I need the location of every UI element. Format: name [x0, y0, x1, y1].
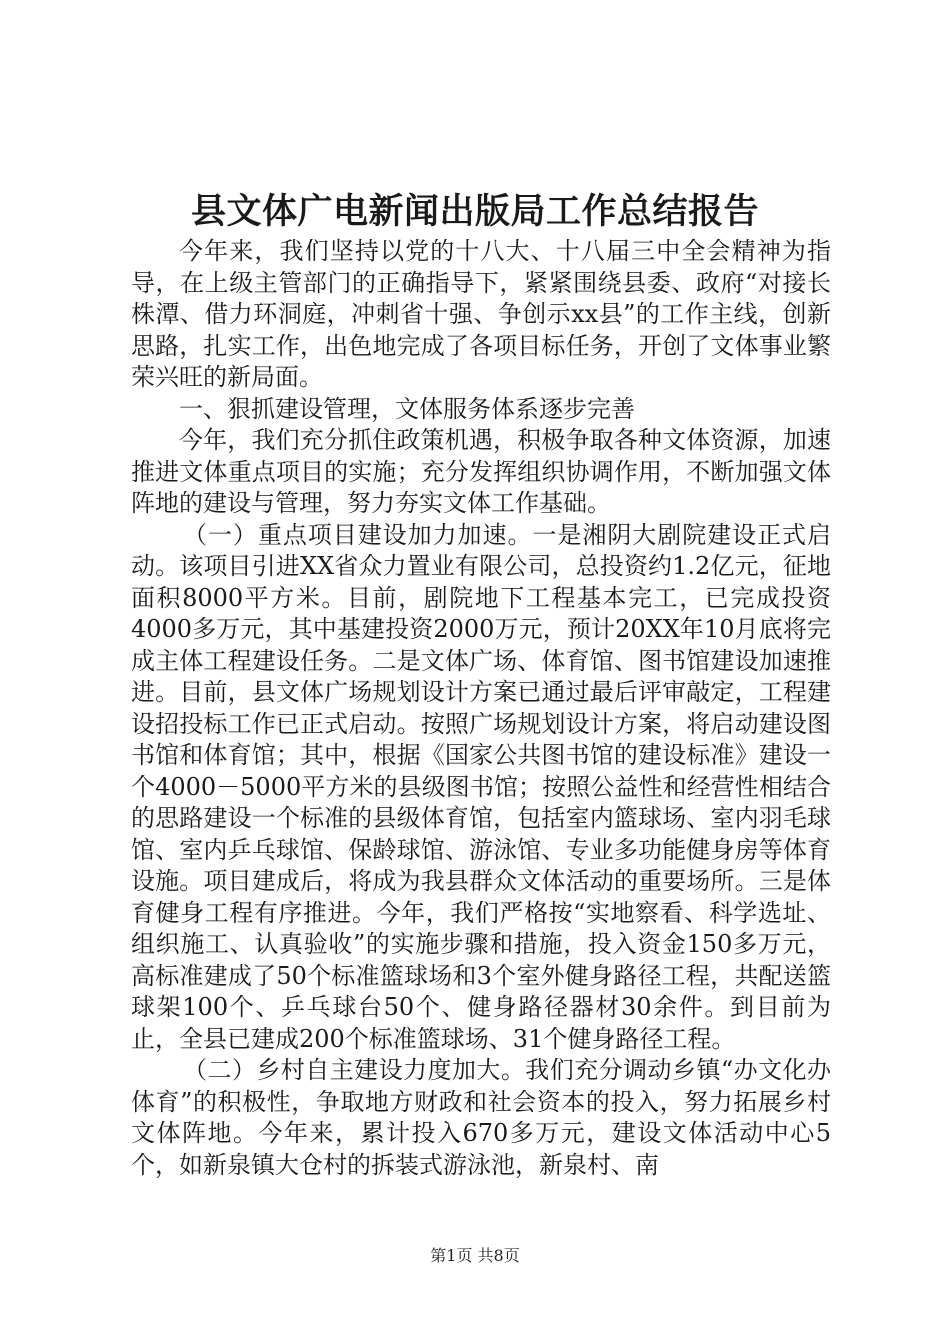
- intro-paragraph: 今年来，我们坚持以党的十八大、十八届三中全会精神为指导，在上级主管部门的正确指导下，紧紧围绕县委、政府“对接长株潭、借力环洞庭，冲刺省十强、争创示xx县”的工作主线，创新思路，扎实工作，出色地完成了各项目标任务，开创了文体事业繁荣兴旺的新局面。: [131, 237, 831, 391]
- document-title: 县文体广电新闻出版局工作总结报告: [190, 191, 759, 232]
- section-intro-paragraph: 今年，我们充分抓住政策机遇，积极争取各种文体资源，加速推进文体重点项目的实施；充分发挥组织协调作用，不断加强文体阵地的建设与管理，努力夯实文体工作基础。: [131, 426, 831, 517]
- subsection-paragraph-1: （一）重点项目建设加力加速。一是湘阴大剧院建设正式启动。该项目引进XX省众力置业有限公司，总投资约1.2亿元，征地面积8000平方米。目前，剧院地下工程基本完工，已完成投资4000多万元，其中基建投资2000万元，预计20XX年10月底将完成主体工程建设任务。二是文体广场、体育馆、图书馆建设加速推进。目前，县文体广场规划设计方案已通过最后评审敲定，工程建设招投标工作已正式启动。按照广场规划设计方案，将启动建设图书馆和体育馆；其中，根据《国家公共图书馆的建设标准》建设一个4000－5000平方米的县级图书馆；按照公益性和经营性相结合的思路建设一个标准的县级体育馆，包括室内篮球场、室内羽毛球馆、室内乒乓球馆、保龄球馆、游泳馆、专业多功能健身房等体育设施。项目建成后，将成为我县群众文体活动的重要场所。三是体育健身工程有序推进。今年，我们严格按“实地察看、科学选址、组织施工、认真验收”的实施步骤和措施，投入资金150多万元，高标准建成了50个标准篮球场和3个室外健身路径工程，共配送篮球架100个、乒乓球台50个、健身路径器材30余件。到目前为止，全县已建成200个标准篮球场、31个健身路径工程。: [131, 520, 831, 1053]
- section-heading: 一、狠抓建设管理，文体服务体系逐步完善: [179, 394, 635, 423]
- subsection-paragraph-2: （二）乡村自主建设力度加大。我们充分调动乡镇“办文化办体育”的积极性，争取地方财政和社会资本的投入，努力拓展乡村文体阵地。今年来，累计投入670多万元，建设文体活动中心5个，如新泉镇大仓村的拆装式游泳池，新泉村、南: [131, 1056, 831, 1179]
- document-body: [131, 236, 831, 1181]
- page-footer: 第1页 共8页: [430, 1246, 520, 1265]
